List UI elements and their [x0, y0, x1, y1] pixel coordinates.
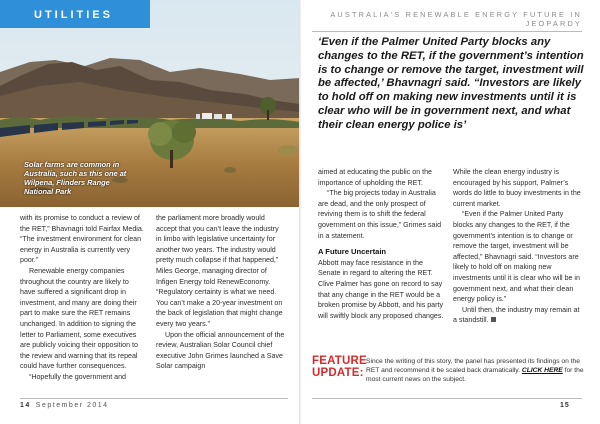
closing-text: Until then, the industry may remain at a standstill. — [453, 305, 580, 325]
paragraph: “Even if the Palmer United Party blocks any changes to the RET, if the government’s intention is to change or remove the target, investment will be affected,” Bhavnagri said. “Investors are likely to hold off on making new investments until it is clear who will be in government next, and what their clean energy policy is.” — [453, 210, 580, 304]
pull-quote: ‘Even if the Palmer United Party blocks any changes to the RET, if the government’s intention is to change or remove the target, investment will be affected,’ Bhavnagri said. “Investors are likely to hold off on making new investments until it is clear who will be in government next, and what their clean energy police is’ — [318, 36, 584, 131]
solar-farm-photo — [0, 0, 300, 207]
page-gutter — [299, 0, 301, 424]
paragraph: “The big projects today in Australia are dead, and the only prospect of reviving them is to shift the federal government on this issue,” Grimes said in a statement. — [318, 189, 442, 240]
body-column-3 — [318, 167, 444, 321]
paragraph: with its promise to conduct a review of the RET,” Bhavnagri told Fairfax Media. “The investment environment for clean energy in Australia is currently very poor.” — [20, 214, 144, 265]
page-footer-left — [20, 402, 109, 409]
feature-label — [312, 355, 367, 379]
paragraph: While the clean energy industry is encouraged by his support, Palmer’s words do little to buoy investments in the current market. — [453, 168, 581, 208]
paragraph: aimed at educating the public on the importance of upholding the RET. — [318, 168, 432, 187]
paragraph: Upon the official announcement of the review, Australian Solar Council chief executive John Grimes launched a Save Solar campaign — [156, 330, 285, 371]
footer-rule — [312, 398, 582, 399]
feature-body: Since the writing of this story, the panel has presented its findings on the RET and recommend it be scaled back dramatically. — [366, 358, 580, 375]
paragraph: “Hopefully the government and — [29, 372, 127, 381]
photo-caption: Solar farms are common in Australia, such as this one at Wilpena, Flinders Range National Park — [24, 160, 127, 197]
feature-label-line-1: FEATURE — [312, 355, 367, 367]
paragraph: Renewable energy companies throughout the country are likely to have suffered a significant drop in investment, and many are doing their part to make sure the RET remains unchanged. In addition to signing the letter to Parliament, some executives are publicly voicing their opposition to the review and warning that its repeal could have further consequences. — [20, 266, 138, 371]
paragraph: Abbott may face resistance in the Senate in regard to altering the RET. Clive Palmer has gone on record to say that any change in the RET would be a broken promise by Abbott, and his party will swiftly block any proposed changes. — [318, 258, 444, 320]
body-column-2 — [156, 213, 286, 372]
feature-update-box — [312, 355, 584, 391]
running-head: AUSTRALIA'S RENEWABLE ENERGY FUTURE IN JEOPARDY — [312, 10, 582, 32]
paragraph: the parliament more broadly would accept that you can’t leave the industry in limbo with legislative uncertainty for another two years. The industry would pretty much collapse if that happened,” Miles George, managing director of Infigen Energy told RenewEconomy. “Regulatory certainty is what we need. You can’t make a 20-year investment on the back of legislation that might change every two years.” — [156, 214, 283, 328]
body-column-1 — [20, 213, 144, 383]
feature-link-tail: for the most current news on the subject. — [366, 367, 584, 384]
issue-date: September 2014 — [35, 402, 109, 409]
footer-rule — [20, 398, 288, 399]
subheading: A Future Uncertain — [318, 247, 387, 257]
click-here-link[interactable]: CLICK HERE — [521, 367, 563, 375]
page-number: 14 — [20, 402, 31, 409]
page-number: 15 — [560, 402, 570, 409]
end-mark-icon — [491, 317, 496, 322]
paragraph — [453, 305, 585, 326]
section-tag: UTILITIES — [0, 0, 150, 28]
feature-label-line-2: UPDATE: — [312, 367, 364, 379]
feature-text — [366, 357, 586, 385]
body-column-4 — [453, 167, 585, 326]
